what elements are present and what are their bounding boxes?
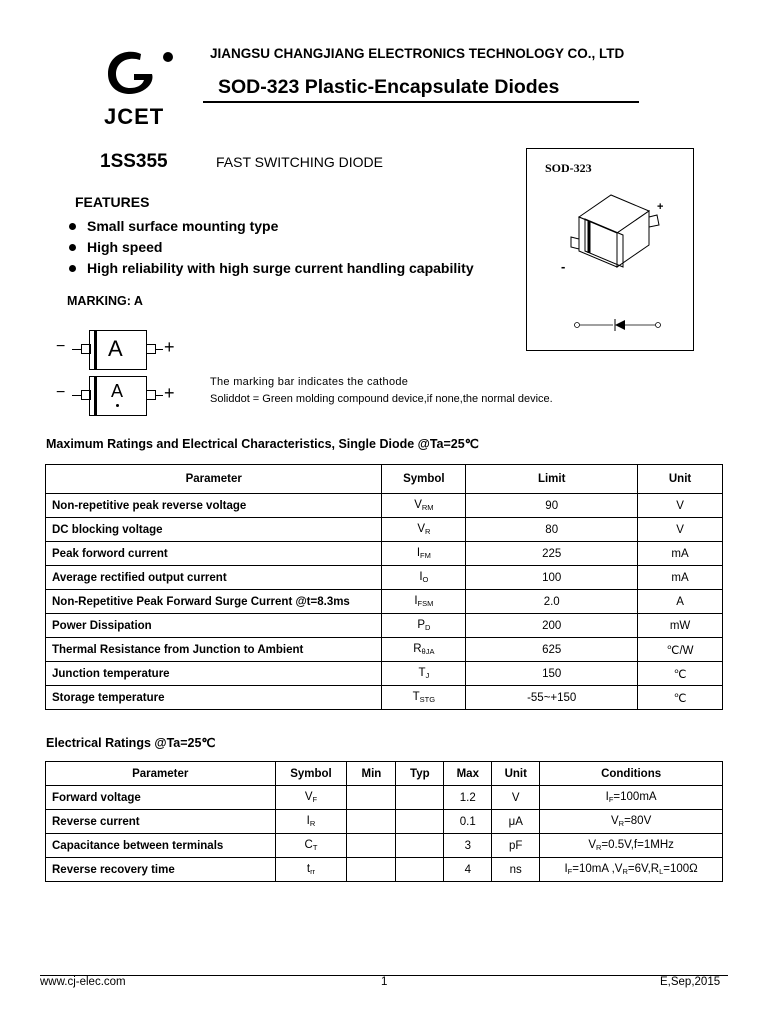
feature-item: High reliability with high surge current handling capability: [66, 258, 474, 279]
table-row: [46, 542, 723, 566]
min-cell: [347, 810, 396, 834]
unit-cell: mW: [638, 614, 723, 638]
logo-text: JCET: [104, 104, 165, 129]
max-cell: 0.1: [444, 810, 492, 834]
cathode-minus-sign: −: [56, 384, 66, 401]
marking-letter: A: [111, 381, 124, 401]
cathode-minus-sign: −: [56, 338, 66, 355]
package-title: SOD-323: [545, 161, 592, 175]
table-row: [46, 858, 723, 882]
unit-cell: mA: [638, 542, 723, 566]
table-row: [46, 834, 723, 858]
max-ratings-table: [45, 464, 723, 710]
table-row: [46, 590, 723, 614]
table-row: [46, 686, 723, 710]
symbol-cell: $I_O$: [382, 566, 466, 590]
symbol-cell: $R_{\theta JA}$: [382, 638, 466, 662]
company-name: JIANGSU CHANGJIANG ELECTRONICS TECHNOLOGY CO., LTD: [210, 46, 625, 61]
header-cell: Parameter: [46, 465, 382, 494]
symbol-cell: $V_R$: [382, 518, 466, 542]
marking-diagram-normal: [56, 330, 186, 370]
table-row: [46, 566, 723, 590]
elec-ratings-title: Electrical Ratings @Ta=25℃: [46, 736, 216, 750]
parameter-cell: Peak forword current: [46, 542, 382, 566]
marking-note-green: Soliddot = Green molding compound device,if none,the normal device.: [210, 393, 553, 405]
min-cell: [347, 786, 396, 810]
document-subtitle: SOD-323 Plastic-Encapsulate Diodes: [218, 76, 560, 98]
unit-cell: mA: [638, 566, 723, 590]
parameter-cell: Non-Repetitive Peak Forward Surge Current @t=8.3ms: [46, 590, 382, 614]
header-cell: Parameter: [46, 762, 276, 786]
marking-title: MARKING: A: [67, 294, 143, 308]
parameter-cell: Reverse recovery time: [46, 858, 276, 882]
unit-cell: A: [638, 590, 723, 614]
typ-cell: [396, 786, 444, 810]
max-cell: 4: [444, 858, 492, 882]
footer-page-number: 1: [381, 976, 388, 988]
table-row: [46, 614, 723, 638]
header-cell: Unit: [638, 465, 723, 494]
max-cell: 1.2: [444, 786, 492, 810]
elec-ratings-table: [45, 761, 723, 882]
max-cell: 3: [444, 834, 492, 858]
parameter-cell: Non-repetitive peak reverse voltage: [46, 494, 382, 518]
marking-diagram-green: [56, 376, 186, 416]
symbol-cell: $C_T$: [275, 834, 347, 858]
green-solid-dot: [116, 404, 119, 407]
symbol-cell: $T_{STG}$: [382, 686, 466, 710]
unit-cell: V: [492, 786, 540, 810]
elec-ratings-body: [46, 786, 723, 882]
header-cell: Symbol: [275, 762, 347, 786]
conditions-cell: $V_R=80V$: [540, 810, 723, 834]
limit-cell: 625: [466, 638, 638, 662]
header-cell: Min: [347, 762, 396, 786]
max-ratings-body: [46, 494, 723, 710]
min-cell: [347, 834, 396, 858]
package-minus-sign: -: [561, 259, 566, 274]
footer-website: www.cj-elec.com: [40, 976, 126, 988]
header-cell: Typ: [396, 762, 444, 786]
table-row: [46, 662, 723, 686]
symbol-cell: $I_{FSM}$: [382, 590, 466, 614]
symbol-cell: $V_{RM}$: [382, 494, 466, 518]
symbol-cell: $t_{rr}$: [275, 858, 347, 882]
min-cell: [347, 858, 396, 882]
table-row: [46, 494, 723, 518]
unit-cell: ns: [492, 858, 540, 882]
limit-cell: 225: [466, 542, 638, 566]
features-title: FEATURES: [75, 194, 150, 210]
features-list: [66, 216, 474, 279]
parameter-cell: Reverse current: [46, 810, 276, 834]
conditions-cell: $V_R=0.5V,f=1MHz$: [540, 834, 723, 858]
symbol-cell: $T_J$: [382, 662, 466, 686]
header-cell: Conditions: [540, 762, 723, 786]
jcet-logo: [98, 44, 178, 130]
parameter-cell: Capacitance between terminals: [46, 834, 276, 858]
limit-cell: -55~+150: [466, 686, 638, 710]
header-cell: Unit: [492, 762, 540, 786]
parameter-cell: Forward voltage: [46, 786, 276, 810]
package-box: [526, 148, 694, 351]
unit-cell: ℃/W: [638, 638, 723, 662]
cathode-bar: [94, 376, 97, 415]
footer-date: E,Sep,2015: [660, 976, 721, 988]
table-row: [46, 638, 723, 662]
unit-cell: μA: [492, 810, 540, 834]
diode-symbol-icon: [573, 317, 663, 333]
typ-cell: [396, 858, 444, 882]
part-description: FAST SWITCHING DIODE: [216, 154, 383, 170]
parameter-cell: Power Dissipation: [46, 614, 382, 638]
unit-cell: V: [638, 518, 723, 542]
table-row: [46, 810, 723, 834]
parameter-cell: Average rectified output current: [46, 566, 382, 590]
limit-cell: 2.0: [466, 590, 638, 614]
symbol-cell: $I_R$: [275, 810, 347, 834]
header-cell: Symbol: [382, 465, 466, 494]
part-number: 1SS355: [100, 151, 168, 172]
parameter-cell: Thermal Resistance from Junction to Ambient: [46, 638, 382, 662]
unit-cell: V: [638, 494, 723, 518]
conditions-cell: $I_F=100mA$: [540, 786, 723, 810]
limit-cell: 150: [466, 662, 638, 686]
symbol-cell: $I_{FM}$: [382, 542, 466, 566]
marking-letter: A: [108, 336, 123, 361]
feature-item: High speed: [66, 237, 474, 258]
table-header-row: [46, 762, 723, 786]
parameter-cell: DC blocking voltage: [46, 518, 382, 542]
limit-cell: 80: [466, 518, 638, 542]
parameter-cell: Storage temperature: [46, 686, 382, 710]
header-cell: Max: [444, 762, 492, 786]
typ-cell: [396, 834, 444, 858]
table-row: [46, 518, 723, 542]
table-header-row: [46, 465, 723, 494]
feature-item: Small surface mounting type: [66, 216, 474, 237]
unit-cell: ℃: [638, 686, 723, 710]
unit-cell: ℃: [638, 662, 723, 686]
symbol-cell: $V_F$: [275, 786, 347, 810]
jcet-logo-mark-icon: [98, 44, 178, 104]
limit-cell: 90: [466, 494, 638, 518]
limit-cell: 200: [466, 614, 638, 638]
parameter-cell: Junction temperature: [46, 662, 382, 686]
anode-plus-sign: +: [164, 337, 175, 357]
conditions-cell: $I_F=10mA$ $,V_R=6V,R_L=100\Omega$: [540, 858, 723, 882]
package-plus-sign: +: [657, 201, 664, 213]
limit-cell: 100: [466, 566, 638, 590]
max-ratings-title: Maximum Ratings and Electrical Characteristics, Single Diode @Ta=25℃: [46, 437, 479, 451]
header-cell: Limit: [466, 465, 638, 494]
cathode-bar: [94, 330, 97, 369]
marking-note-cathode: The marking bar indicates the cathode: [210, 376, 409, 388]
typ-cell: [396, 810, 444, 834]
symbol-cell: $P_D$: [382, 614, 466, 638]
anode-plus-sign: +: [164, 383, 175, 403]
header-rule: [203, 101, 639, 103]
table-row: [46, 786, 723, 810]
unit-cell: pF: [492, 834, 540, 858]
